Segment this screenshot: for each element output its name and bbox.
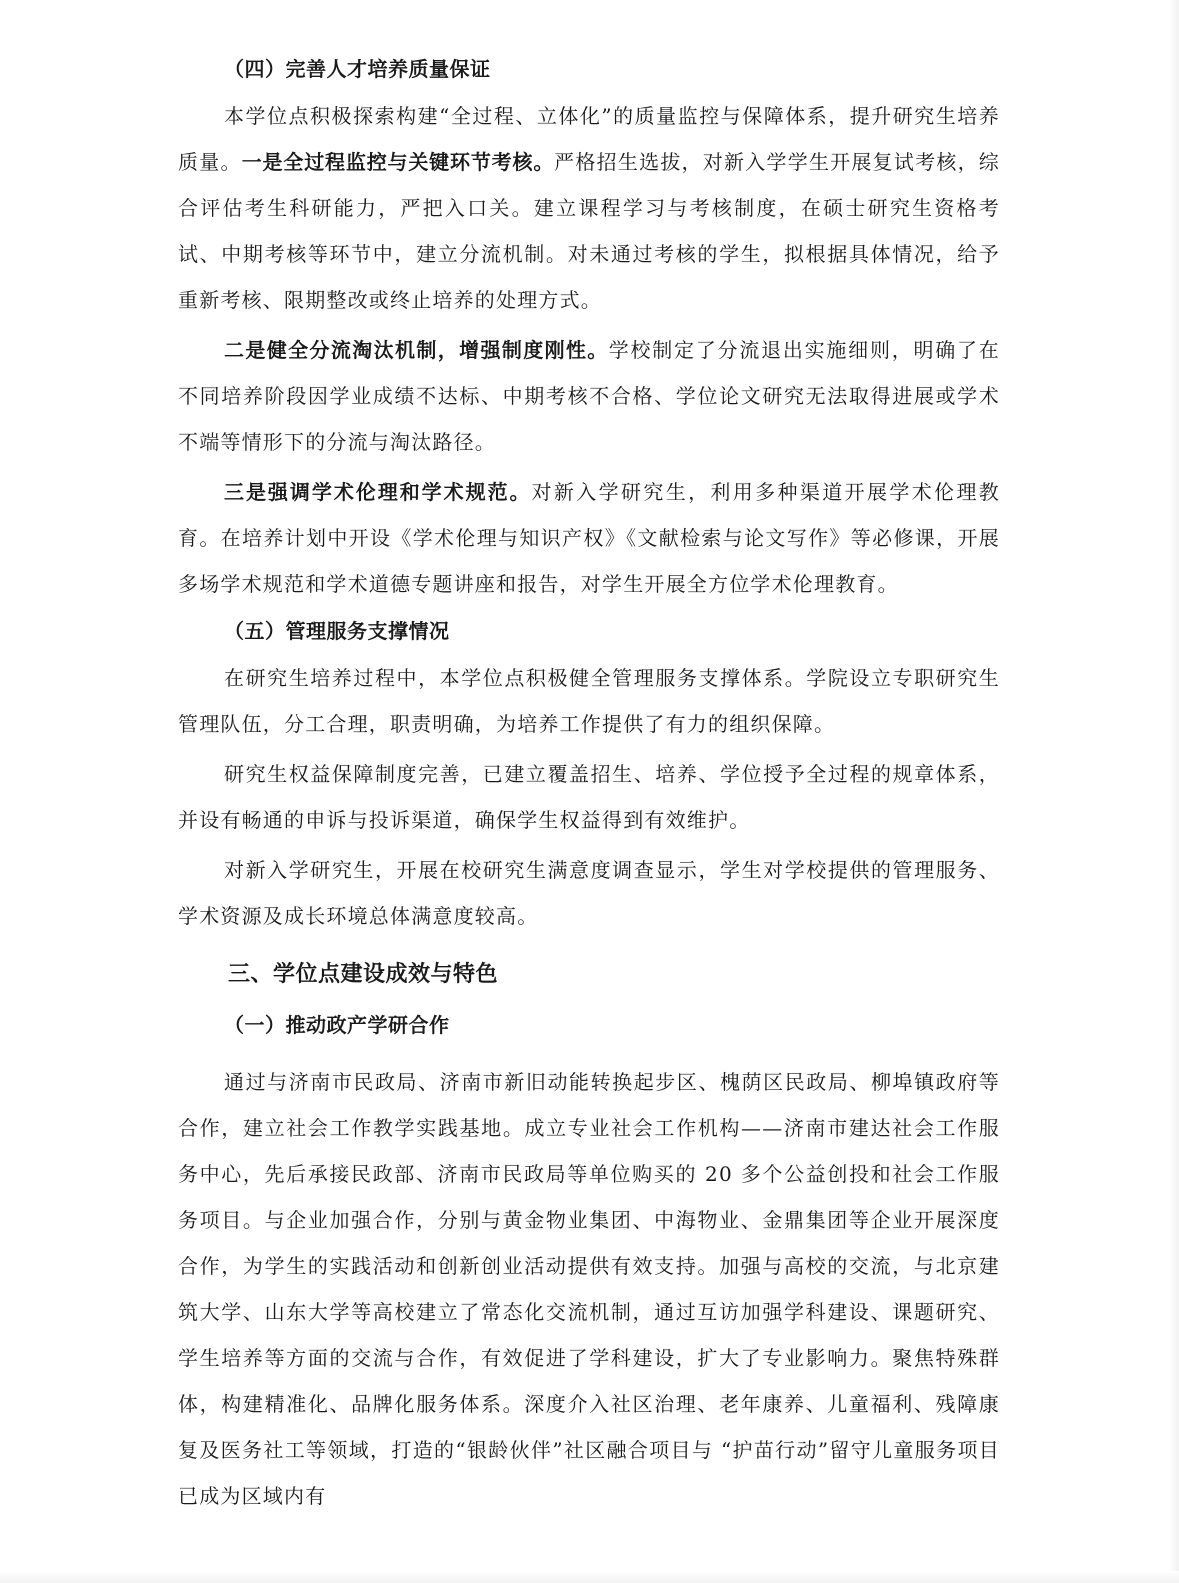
document-body	[178, 45, 1000, 1519]
paragraph-academic-ethics	[178, 469, 1000, 607]
paragraph-satisfaction-survey: 对新入学研究生，开展在校研究生满意度调查显示，学生对学校提供的管理服务、学术资源及成长环境总体满意度较高。	[178, 858, 1000, 928]
emphasis-text: 二是健全分流淘汰机制，增强制度刚性。	[224, 338, 609, 362]
page-edge-shadow	[1169, 0, 1179, 1583]
emphasis-text: 一是全过程监控与关键环节考核。	[241, 150, 555, 174]
subsection-heading-1: （一）推动政产学研合作	[224, 1013, 450, 1037]
paragraph-cooperation: 通过与济南市民政局、济南市新旧动能转换起步区、槐荫区民政局、柳埠镇政府等合作，建立社会工作教学实践基地。成立专业社会工作机构——济南市建达社会工作服务中心，先后承接民政部、济南市民政局等单位购买的 20 多个公益创投和社会工作服务项目。与企业加强合作，分别与黄金物业集团、中海物业、金鼎集团等企业开展深度合作，为学生的实践活动和创新创业活动提供有效支持。加强与高校的交流，与北京建筑大学、山东大学等高校建立了常态化交流机制，通过互访加强学科建设、课题研究、学生培养等方面的交流与合作，有效促进了学科建设，扩大了专业影响力。聚焦特殊群体，构建精准化、品牌化服务体系。深度介入社区治理、老年康养、儿童福利、残障康复及医务社工等领域，打造的“银龄伙伴”社区融合项目与 “护苗行动”留守儿童服务项目已成为区域内有	[178, 1070, 1000, 1508]
page-bottom-shadow	[0, 1571, 1179, 1583]
paragraph-text: 严格招生选拔，对新入学学生开展复试考核，综合评估考生科研能力，严把入口关。建立课程学习与考核制度，在硕士研究生资格考试、中期考核等环节中，建立分流机制。对未通过考核的学生，拟根据具体情况，给予重新考核、限期整改或终止培养的处理方式。	[178, 150, 1000, 312]
paragraph-text: 对新入学研究生，利用多种渠道开展学术伦理教育。在培养计划中开设《学术伦理与知识产权》《文献检索与论文写作》等必修课，开展多场学术规范和学术道德专题讲座和报告，对学生开展全方位学术伦理教育。	[178, 480, 1001, 596]
section-heading-4: （四）完善人才培养质量保证	[224, 57, 491, 81]
paragraph-text: 本学位点积极探索构建“全过程、立体化”的质量监控与保障体系，提升研究生培养质量。	[178, 104, 1000, 174]
part-heading-3: 三、学位点建设成效与特色	[228, 962, 499, 987]
section-heading-5: （五）管理服务支撑情况	[224, 619, 450, 643]
paragraph-quality-assurance	[178, 93, 1000, 323]
paragraph-elimination-mechanism	[178, 327, 1000, 465]
paragraph-rights-protection: 研究生权益保障制度完善，已建立覆盖招生、培养、学位授予全过程的规章体系，并设有畅通的申诉与投诉渠道，确保学生权益得到有效维护。	[178, 762, 1000, 832]
emphasis-text: 三是强调学术伦理和学术规范。	[224, 480, 532, 504]
paragraph-text: 学校制定了分流退出实施细则，明确了在不同培养阶段因学业成绩不达标、中期考核不合格、学位论文研究无法取得进展或学术不端等情形下的分流与淘汰路径。	[178, 338, 1000, 454]
paragraph-management-team: 在研究生培养过程中，本学位点积极健全管理服务支撑体系。学院设立专职研究生管理队伍，分工合理，职责明确，为培养工作提供了有力的组织保障。	[178, 666, 1000, 736]
